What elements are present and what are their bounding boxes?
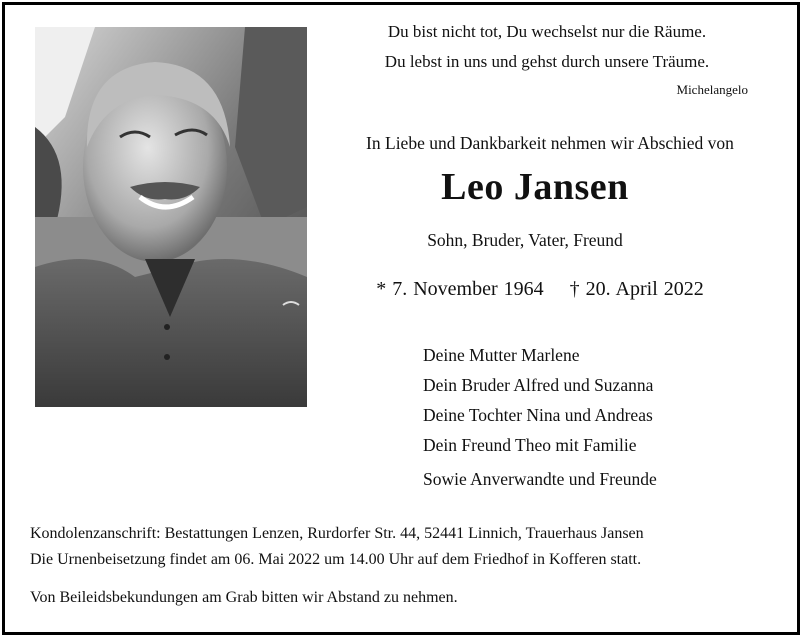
life-dates [320, 278, 760, 301]
mourners-list [423, 340, 653, 460]
portrait-photo [35, 27, 307, 407]
farewell-intro: In Liebe und Dankbarkeit nehmen wir Abschied von [366, 133, 734, 153]
deceased-name: Leo Jansen [441, 166, 629, 208]
burial-info: Die Urnenbeisetzung findet am 06. Mai 2022 um 14.00 Uhr auf dem Friedhof in Kofferen statt. [30, 551, 642, 568]
birth-date: * 7. November 1964 [376, 278, 544, 300]
deceased-roles: Sohn, Bruder, Vater, Freund [427, 230, 623, 250]
mourner-item: Dein Freund Theo mit Familie [423, 435, 637, 455]
quote-line-2: Du lebst in uns und gehst durch unsere Träume. [384, 52, 710, 71]
quote-author: Michelangelo [676, 82, 748, 97]
condolence-address: Kondolenzanschrift: Bestattungen Lenzen, Rurdorfer Str. 44, 52441 Linnich, Trauerhaus Jansen [30, 525, 644, 542]
mourner-item: Dein Bruder Alfred und Suzanna [423, 375, 654, 395]
quote-line-1: Du bist nicht tot, Du wechselst nur die Räume. [387, 22, 707, 41]
mourner-item: Deine Tochter Nina und Andreas [423, 405, 653, 425]
death-date: † 20. April 2022 [569, 278, 704, 300]
condolence-request: Von Beileidsbekundungen am Grab bitten wir Abstand zu nehmen. [30, 589, 458, 606]
relatives-line: Sowie Anverwandte und Freunde [423, 469, 657, 489]
mourner-item: Deine Mutter Marlene [423, 345, 580, 365]
